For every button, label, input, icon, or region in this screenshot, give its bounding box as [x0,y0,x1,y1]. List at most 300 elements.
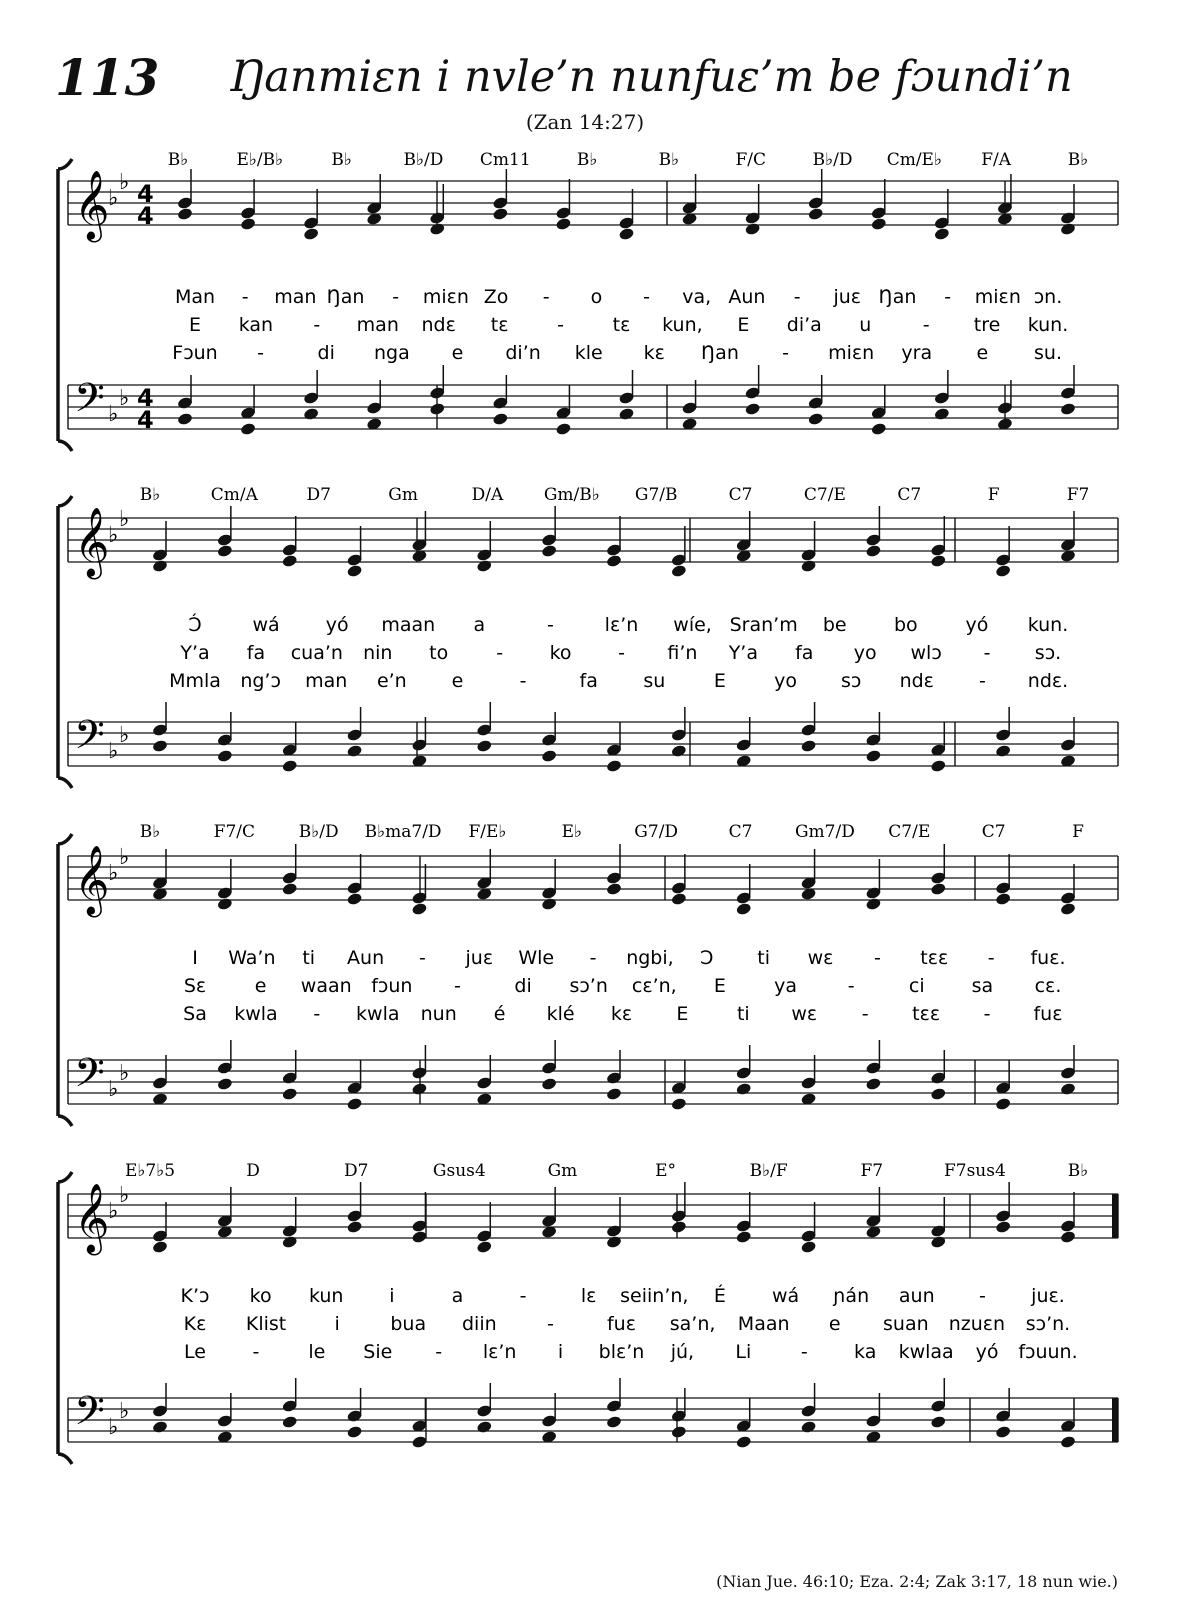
lyric-syllable: kwla [356,1003,400,1025]
lyric-hyphen: - [496,642,504,664]
lyric-syllable: ka [854,1341,877,1363]
treble-notehead [865,544,882,558]
lyric-syllable: Man [174,286,216,308]
key-signature-flat: ♭ [119,507,130,532]
bass-notehead [995,744,1012,758]
treble-notehead [217,544,234,558]
final-barline [1112,1398,1118,1442]
chord-symbol: F/E♭ [468,822,507,842]
lyric-syllable: Aun [728,286,766,308]
treble-notehead [281,882,298,896]
chord-symbol: E♭/B♭ [236,150,284,170]
bass-notehead [995,1097,1012,1111]
lyric-syllable: I [192,947,198,969]
lyric-hyphen: - [944,286,952,308]
lyric-hyphen: - [313,1003,321,1025]
lyric-syllable: o [590,286,603,308]
chord-symbol: E° [655,1161,677,1181]
treble-notehead [995,892,1012,906]
time-signature-top: 4 [137,180,154,208]
bass-notehead [934,407,951,421]
chord-symbol: F7 [1066,485,1090,505]
lyric-syllable: fuɛ [606,1313,637,1335]
lyric-syllable: kan [238,314,274,336]
lyric-syllable: cua’n [290,642,343,664]
bass-notehead [346,1425,363,1439]
lyric-syllable: wíe, [673,614,712,636]
chord-symbol: F/C [735,150,766,170]
lyric-syllable: wá [771,1285,800,1307]
lyric-syllable: di’n [505,342,541,364]
lyric-syllable: kun [308,1285,344,1307]
lyric-syllable: Wle [518,947,555,969]
treble-notehead [240,217,257,231]
chord-symbol: Cm/E♭ [886,150,943,170]
lyric-syllable: Wa’n [228,947,276,969]
lyric-hyphen: - [782,342,789,364]
lyric-syllable: miɛn [974,286,1021,308]
bass-notehead [930,1415,947,1429]
chord-symbol: F7sus4 [943,1161,1006,1181]
lyric-syllable: ti [736,1003,750,1025]
bass-notehead [618,407,635,421]
lyric-syllable: waan [300,975,352,997]
treble-notehead [930,882,947,896]
lyric-syllable: i [389,1285,395,1307]
key-signature-flat: ♭ [119,723,130,748]
chord-symbol: C7 [728,485,753,505]
time-signature-top: 4 [137,384,154,412]
lyric-syllable: wá [252,614,280,636]
bass-notehead [411,1435,428,1449]
lyric-syllable: yó [325,614,349,636]
lyric-syllable: fuɛ. [1030,947,1066,969]
lyric-hyphen: - [922,314,930,336]
lyric-syllable: kun. [1027,314,1069,336]
bass-notehead [541,1077,558,1091]
lyric-syllable: tɛ [612,314,631,336]
bass-notehead [800,1420,817,1434]
key-signature-flat: ♭ [119,386,130,411]
bass-notehead [476,1420,493,1434]
key-signature-flat: ♭ [108,523,119,548]
hymn-title: Ŋanmiɛn i nvle’n nunfuɛ’m be fɔundi’n [228,52,1073,102]
treble-notehead [807,207,824,221]
chord-symbol: E♭ [561,822,583,842]
chord-symbol: B♭ma7/D [364,822,442,842]
lyric-syllable: miɛn [422,286,469,308]
bass-notehead [346,1097,363,1111]
chord-symbol: B♭ [139,822,161,842]
chord-symbol: B♭ [167,150,189,170]
bass-clef: 𝄢 [74,375,105,431]
lyric-syllable: sa [971,975,994,997]
chord-symbol: D [246,1161,260,1181]
treble-notehead [995,1220,1012,1234]
lyric-syllable: su. [1034,342,1062,364]
chord-symbol: B♭ [331,150,352,170]
chord-symbol: B♭ [1067,1161,1089,1181]
treble-notehead [476,559,493,573]
lyric-syllable: e’n [376,670,407,692]
bass-notehead [152,1420,169,1434]
time-signature-bottom: 4 [137,406,154,434]
lyric-syllable: di’a [786,314,822,336]
chord-symbol: C7/E [803,485,846,505]
lyric-hyphen: - [983,1003,991,1025]
lyric-syllable: a [473,614,486,636]
lyric-syllable: yó [975,1341,999,1363]
final-barline [1112,1194,1118,1238]
time-signature-bottom: 4 [137,202,154,230]
bass-notehead [346,744,363,758]
lyric-syllable: tɛɛ [920,947,949,969]
bass-notehead [303,407,320,421]
treble-notehead [870,217,887,231]
chord-symbol: B♭/D [403,150,444,170]
lyric-syllable: nin [363,642,393,664]
treble-notehead [1060,1230,1077,1244]
lyric-syllable: jú, [670,1341,695,1363]
lyric-syllable: Maan [737,1313,790,1335]
lyric-syllable: Sran’m [729,614,798,636]
bass-notehead [671,744,688,758]
lyric-hyphen: - [978,670,986,692]
treble-notehead [303,227,320,241]
lyric-hyphen: - [257,342,265,364]
lyric-syllable: to [429,642,449,664]
bass-notehead [995,1425,1012,1439]
lyric-syllable: kun, [662,314,703,336]
treble-notehead [476,1240,493,1254]
bass-clef: 𝄢 [74,1050,105,1106]
lyric-syllable: blɛ’n [598,1341,645,1363]
chord-symbol: Cm/A [210,485,258,505]
lyric-syllable: a [451,1285,464,1307]
lyric-syllable: Le [184,1341,206,1363]
lyric-syllable: nun [420,1003,457,1025]
lyric-hyphen: - [987,947,995,969]
lyric-syllable: nga [373,342,410,364]
hymn-number: 113 [55,48,160,107]
treble-notehead [346,564,363,578]
lyric-syllable: bo [893,614,918,636]
lyric-syllable: e [254,975,267,997]
chord-symbol: C7 [897,485,922,505]
lyric-syllable: Aun [347,947,385,969]
bass-notehead [1060,402,1077,416]
lyric-hyphen: - [313,314,321,336]
lyric-hyphen: - [252,1341,260,1363]
lyric-syllable: ndɛ [421,314,456,336]
lyric-syllable: sɔ [840,670,862,692]
lyric-syllable: juɛ [465,947,494,969]
treble-notehead [606,882,623,896]
chord-symbol: F [1072,822,1084,842]
treble-notehead [800,559,817,573]
lyric-syllable: Sie [363,1341,393,1363]
scripture-reference: (Zan 14:27) [525,110,645,134]
lyric-hyphen: - [800,1341,808,1363]
chord-symbol: D/A [471,485,504,505]
treble-notehead [934,227,951,241]
lyric-hyphen: - [557,314,565,336]
bass-notehead [476,739,493,753]
lyric-syllable: É [713,1285,726,1307]
lyric-syllable: yra [901,342,933,364]
lyric-syllable: bua [390,1313,427,1335]
chord-symbol: B♭/F [749,1161,788,1181]
lyric-syllable: ɔn. [1033,286,1063,308]
bass-notehead [800,739,817,753]
lyric-syllable: maan [381,614,436,636]
treble-notehead [930,554,947,568]
lyric-hyphen: - [861,1003,869,1025]
bass-notehead [606,1087,623,1101]
footnote-references: (Nian Jue. 46:10; Eza. 2:4; Zak 3:17, 18 nun wie.) [716,1572,1118,1591]
lyric-syllable: tɛ [490,314,509,336]
lyric-syllable: seiin’n, [620,1285,689,1307]
lyric-syllable: le [308,1341,326,1363]
bass-clef: 𝄢 [74,1388,105,1444]
treble-notehead [411,902,428,916]
treble-notehead [429,222,446,236]
bass-notehead [735,1435,752,1449]
lyric-syllable: Klist [245,1313,287,1335]
lyric-syllable: Li [735,1341,752,1363]
bass-notehead [411,1082,428,1096]
lyric-hyphen: - [546,1313,554,1335]
key-signature-flat: ♭ [119,1399,130,1424]
lyric-syllable: sɔ. [1034,642,1062,664]
lyric-syllable: ya [774,975,797,997]
treble-notehead [995,564,1012,578]
chord-symbol: Gm/B♭ [543,485,600,505]
lyric-syllable: cɛ’n, [631,975,677,997]
treble-notehead [281,554,298,568]
treble-notehead [671,564,688,578]
lyric-syllable: e [976,342,989,364]
lyric-hyphen: - [454,975,461,997]
bass-notehead [606,1415,623,1429]
treble-notehead [152,1240,169,1254]
lyric-syllable: fa [795,642,814,664]
treble-notehead [411,1230,428,1244]
treble-notehead [865,897,882,911]
lyric-syllable: sɔ’n. [1025,1313,1071,1335]
chord-symbol: C7/E [888,822,931,842]
lyric-syllable: Kɛ [183,1313,207,1335]
key-signature-flat: ♭ [108,739,119,764]
lyric-syllable: suan [883,1313,929,1335]
treble-notehead [346,892,363,906]
lyric-syllable: Ɔ́ [188,614,202,636]
lyric-syllable: ndɛ [899,670,934,692]
lyric-hyphen: - [241,286,249,308]
lyric-syllable: man [305,670,348,692]
key-signature-flat: ♭ [108,1415,119,1440]
lyric-syllable: é [493,1003,506,1025]
treble-notehead [555,217,572,231]
bass-notehead [217,1077,234,1091]
lyric-syllable: wɛ [807,947,834,969]
lyric-syllable: Sɛ [183,975,207,997]
bass-notehead [930,1087,947,1101]
lyric-hyphen: - [392,286,400,308]
lyric-syllable: u [859,314,872,336]
chord-symbol: C7 [981,822,1006,842]
key-signature-flat: ♭ [108,186,119,211]
chord-symbol: G7/B [634,485,678,505]
treble-notehead [606,554,623,568]
treble-notehead [1060,222,1077,236]
lyric-syllable: yo [853,642,877,664]
chord-symbol: Gm7/D [794,822,855,842]
lyric-hyphen: - [546,614,554,636]
key-signature-flat: ♭ [108,402,119,427]
lyric-syllable: E [713,975,726,997]
chord-symbol: G7/D [634,822,679,842]
lyric-hyphen: - [873,947,881,969]
key-signature-flat: ♭ [119,170,130,195]
treble-notehead [671,892,688,906]
lyric-syllable: kɛ [610,1003,633,1025]
bass-notehead [671,1425,688,1439]
lyric-syllable: Ŋan [700,342,739,364]
lyric-hyphen: - [542,286,550,308]
lyric-syllable: yó [965,614,989,636]
lyric-hyphen: - [983,642,991,664]
key-signature-flat: ♭ [119,1061,130,1086]
lyric-syllable: lɛ [580,1285,597,1307]
treble-notehead [492,207,509,221]
chord-symbol: B♭ [1067,150,1089,170]
lyric-syllable: ko [249,1285,272,1307]
treble-notehead [177,207,194,221]
chord-symbol: Gm [547,1161,578,1181]
lyric-syllable: lɛ’n [482,1341,517,1363]
lyric-syllable: ndɛ. [1027,670,1069,692]
bass-notehead [555,422,572,436]
lyric-syllable: tre [973,314,1001,336]
bass-notehead [865,749,882,763]
bass-notehead [281,759,298,773]
chord-symbol: E♭7♭5 [124,1161,176,1181]
lyric-syllable: Fɔun [172,342,218,364]
key-signature-flat: ♭ [108,861,119,886]
bass-notehead [541,749,558,763]
lyric-hyphen: - [793,286,801,308]
lyric-syllable: E [188,314,202,336]
treble-notehead [152,559,169,573]
bass-notehead [606,759,623,773]
lyric-syllable: di [514,975,532,997]
lyric-syllable: e [451,342,464,364]
bass-notehead [281,1087,298,1101]
lyric-syllable: yo [774,670,797,692]
lyric-syllable: fɔun [371,975,413,997]
lyric-syllable: i [334,1313,340,1335]
lyric-syllable: E [737,314,750,336]
lyric-syllable: diin [461,1313,497,1335]
lyric-syllable: Y’a [180,642,210,664]
lyric-syllable: lɛ’n [604,614,639,636]
chord-symbol: B♭ [658,150,680,170]
lyric-syllable: nzuɛn [948,1313,1006,1335]
lyric-syllable: kwla [234,1003,278,1025]
chord-symbol: F/A [981,150,1012,170]
chord-symbol: B♭/D [812,150,853,170]
lyric-syllable: di [317,342,335,364]
bass-notehead [807,412,824,426]
lyric-syllable: fa [579,670,598,692]
lyric-syllable: Ŋan [326,286,365,308]
chord-symbol: D7 [343,1161,369,1181]
lyric-syllable: fa [246,642,266,664]
lyric-syllable: e [451,670,464,692]
bass-notehead [281,1415,298,1429]
bass-notehead [429,402,446,416]
lyric-syllable: klé [546,1003,575,1025]
bass-notehead [492,412,509,426]
treble-notehead [541,897,558,911]
lyric-syllable: fi’n [667,642,698,664]
lyric-syllable: ng’ɔ [240,670,281,692]
lyric-hyphen: - [643,286,651,308]
chord-symbol: B♭ [576,150,598,170]
treble-clef: 𝄞 [74,170,110,240]
lyric-hyphen: - [519,670,527,692]
lyric-syllable: be [822,614,847,636]
chord-symbol: B♭ [139,485,161,505]
chord-symbol: Gsus4 [432,1161,486,1181]
lyric-syllable: su [643,670,666,692]
treble-notehead [744,222,761,236]
lyric-syllable: Y’a [728,642,759,664]
lyric-syllable: wɛ [791,1003,818,1025]
lyric-syllable: Zo [483,286,509,308]
bass-notehead [217,749,234,763]
lyric-syllable: Mmla [169,670,221,692]
bass-notehead [744,402,761,416]
treble-notehead [606,1235,623,1249]
bass-notehead [930,759,947,773]
treble-notehead [541,544,558,558]
bass-notehead [177,412,194,426]
key-signature-flat: ♭ [119,845,130,870]
lyric-syllable: man [356,314,399,336]
key-signature-flat: ♭ [108,1199,119,1224]
treble-clef: 𝄞 [74,1183,110,1253]
bass-notehead [240,422,257,436]
treble-notehead [735,1230,752,1244]
chord-symbol: F [987,485,1000,505]
lyric-hyphen: - [419,947,426,969]
treble-notehead [735,902,752,916]
lyric-syllable: i [557,1341,564,1363]
lyric-syllable: fuɛ [1033,1003,1063,1025]
bass-notehead [1060,1082,1077,1096]
treble-notehead [1060,902,1077,916]
lyric-syllable: man [274,286,317,308]
lyric-syllable: ko [549,642,572,664]
lyric-syllable: sɔ’n [569,975,608,997]
chord-symbol: F7/C [213,822,256,842]
bass-notehead [735,1082,752,1096]
treble-notehead [217,897,234,911]
bass-notehead [865,1077,882,1091]
lyric-syllable: e [828,1313,841,1335]
